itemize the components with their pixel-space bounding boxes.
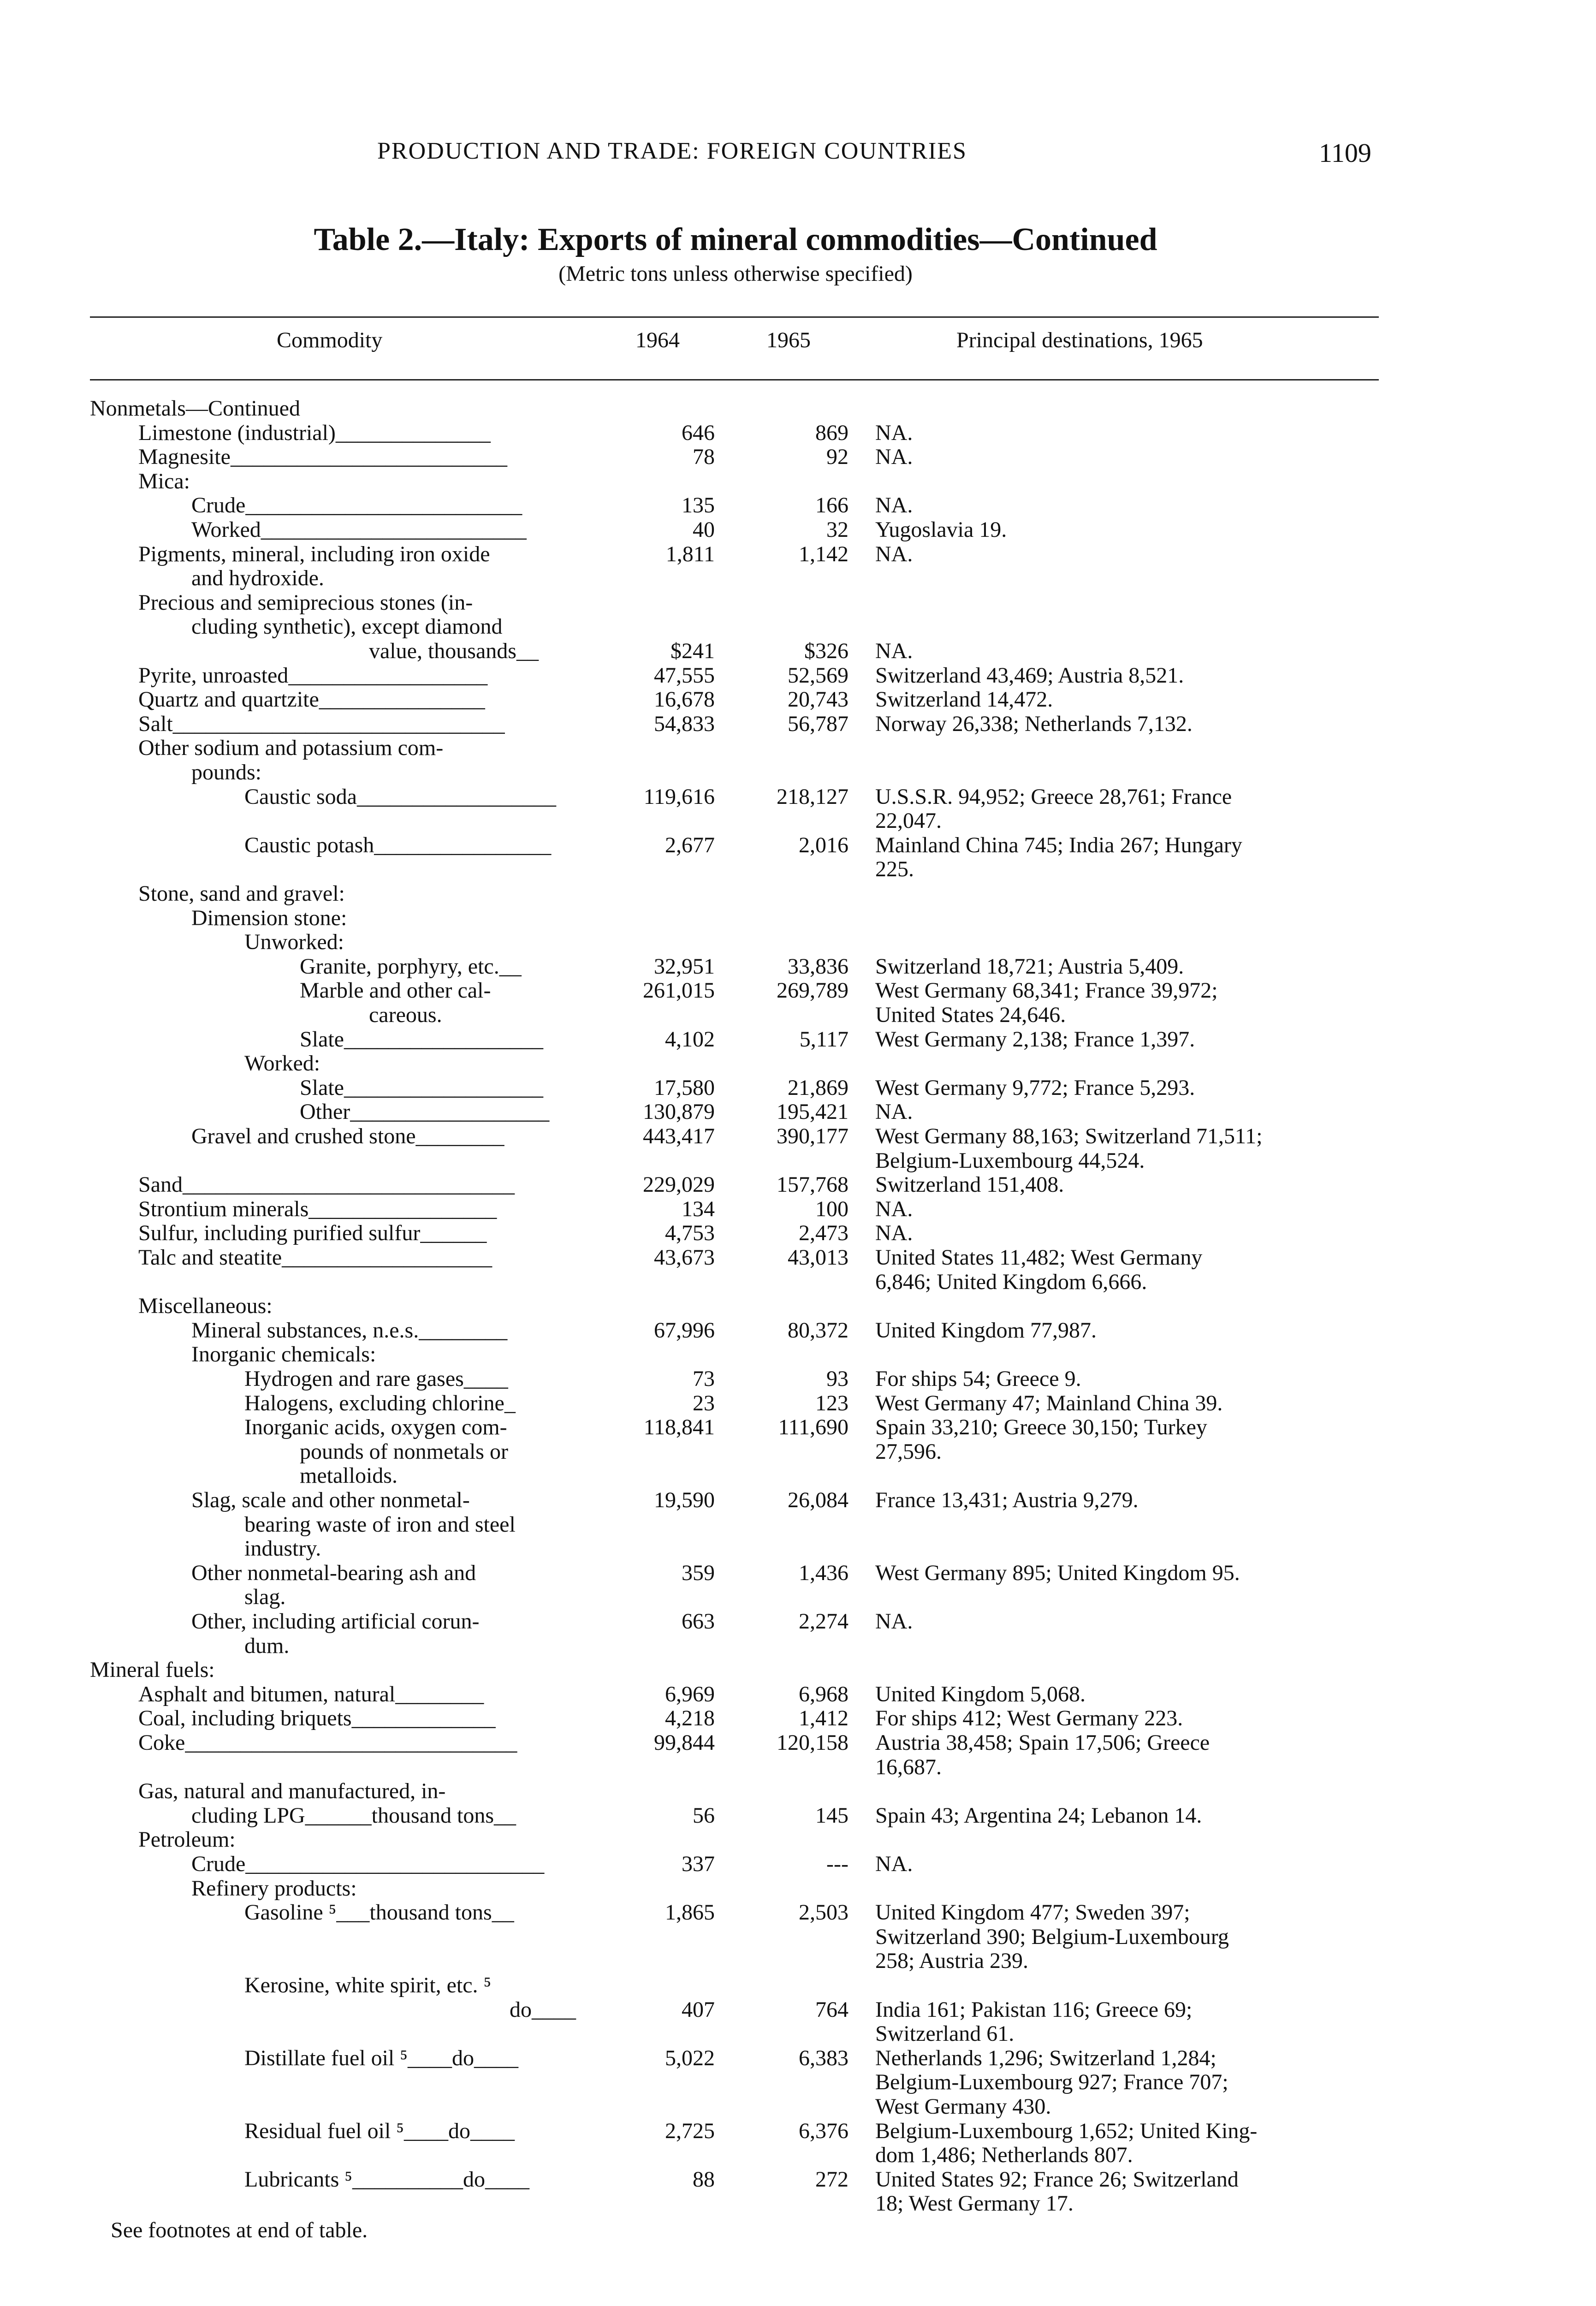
value-1965-cell: 111,690 (778, 1415, 848, 1440)
table-row (0, 785, 1596, 809)
table-row (0, 1221, 1596, 1245)
value-1964-cell: 67,996 (654, 1318, 715, 1343)
table-row (0, 1028, 1596, 1052)
value-1965-cell: 123 (815, 1391, 848, 1415)
table-row (0, 518, 1596, 542)
destination-cell: 22,047. (875, 808, 942, 833)
value-1965-cell: 5,117 (799, 1027, 848, 1052)
value-1964-cell: 261,015 (643, 978, 715, 1003)
table-row (0, 857, 1596, 881)
column-header-1965: 1965 (766, 328, 811, 352)
destination-cell: U.S.S.R. 94,952; Greece 28,761; France (875, 784, 1232, 809)
commodity-cell: and hydroxide. (191, 566, 324, 591)
table-row (0, 1682, 1596, 1706)
destination-cell: dom 1,486; Netherlands 807. (875, 2143, 1133, 2168)
table-row (0, 2095, 1596, 2119)
table-row (0, 1901, 1596, 1925)
commodity-cell: Talc and steatite___________________ (138, 1245, 492, 1270)
column-header-1964: 1964 (635, 328, 680, 352)
table-subtitle: (Metric tons unless otherwise specified) (558, 262, 913, 286)
value-1964-cell: 337 (682, 1852, 715, 1876)
destination-cell: West Germany 895; United Kingdom 95. (875, 1560, 1240, 1585)
destination-cell: 27,596. (875, 1439, 942, 1464)
destination-cell: NA. (875, 1196, 913, 1221)
table-row (0, 1706, 1596, 1730)
footnote: See footnotes at end of table. (111, 2218, 368, 2242)
table-row (0, 2143, 1596, 2167)
destination-cell: Belgium-Luxembourg 44,524. (875, 1148, 1145, 1173)
value-1964-cell: 17,580 (654, 1075, 715, 1100)
value-1964-cell: 1,811 (665, 541, 715, 566)
value-1964-cell: 1,865 (665, 1900, 715, 1925)
table-row (0, 833, 1596, 857)
destination-cell: West Germany 430. (875, 2094, 1051, 2119)
table-row (0, 930, 1596, 954)
destination-cell: Switzerland 18,721; Austria 5,409. (875, 954, 1184, 979)
commodity-cell: Magnesite_________________________ (138, 445, 507, 470)
table-row (0, 493, 1596, 517)
table-row (0, 712, 1596, 736)
table-body (0, 397, 1596, 2241)
table-row (0, 979, 1596, 1003)
commodity-cell: pounds of nonmetals or (300, 1439, 508, 1464)
commodity-cell: Mineral fuels: (90, 1658, 215, 1682)
table-row (0, 1246, 1596, 1270)
table-row (0, 1464, 1596, 1488)
commodity-cell: Other nonmetal-bearing ash and (191, 1560, 476, 1585)
value-1965-cell: 2,016 (799, 832, 848, 857)
commodity-cell: Caustic soda__________________ (244, 784, 556, 809)
destination-cell: United Kingdom 477; Sweden 397; (875, 1900, 1190, 1925)
commodity-cell: Stone, sand and gravel: (138, 881, 345, 906)
table-row (0, 1270, 1596, 1294)
table-row (0, 1488, 1596, 1512)
commodity-cell: Caustic potash________________ (244, 832, 552, 857)
destination-cell: Switzerland 61. (875, 2021, 1015, 2046)
destination-cell: NA. (875, 1100, 913, 1124)
value-1965-cell: 157,768 (777, 1172, 848, 1197)
destination-cell: Belgium-Luxembourg 927; France 707; (875, 2070, 1228, 2095)
value-1964-cell: 135 (682, 493, 715, 518)
commodity-cell: Sulfur, including purified sulfur______ (138, 1221, 487, 1246)
table-row (0, 1877, 1596, 1901)
commodity-cell: Slate__________________ (300, 1027, 543, 1052)
table-row (0, 615, 1596, 639)
value-1965-cell: 32 (826, 517, 848, 542)
destination-cell: 225. (875, 857, 914, 882)
value-1965-cell: 80,372 (788, 1318, 848, 1343)
destination-cell: Switzerland 14,472. (875, 687, 1053, 712)
commodity-cell: Sand______________________________ (138, 1172, 515, 1197)
value-1965-cell: 100 (815, 1196, 848, 1221)
destination-cell: Norway 26,338; Netherlands 7,132. (875, 711, 1193, 736)
value-1964-cell: 663 (682, 1609, 715, 1634)
table-row (0, 445, 1596, 469)
table-row (0, 1561, 1596, 1585)
value-1964-cell: 229,029 (643, 1172, 715, 1197)
value-1965-cell: 43,013 (788, 1245, 848, 1270)
table-row (0, 1585, 1596, 1609)
value-1965-cell: 93 (826, 1367, 848, 1391)
table-row (0, 2168, 1596, 2192)
commodity-cell: Gravel and crushed stone________ (191, 1124, 504, 1148)
value-1965-cell: 1,142 (799, 541, 848, 566)
destination-cell: United Kingdom 77,987. (875, 1318, 1097, 1343)
value-1965-cell: 120,158 (777, 1730, 848, 1755)
destination-cell: West Germany 9,772; France 5,293. (875, 1075, 1195, 1100)
value-1964-cell: 32,951 (654, 954, 715, 979)
destination-cell: Switzerland 390; Belgium-Luxembourg (875, 1924, 1229, 1949)
table-row (0, 1173, 1596, 1197)
table-row (0, 2119, 1596, 2143)
destination-cell: NA. (875, 420, 913, 445)
table-row (0, 1391, 1596, 1415)
commodity-cell: Inorganic acids, oxygen com- (244, 1415, 507, 1440)
commodity-cell: Pyrite, unroasted__________________ (138, 663, 488, 688)
value-1965-cell: 145 (815, 1803, 848, 1828)
destination-cell: NA. (875, 1852, 913, 1876)
destination-cell: United Kingdom 5,068. (875, 1682, 1086, 1706)
value-1965-cell: 6,383 (799, 2045, 848, 2070)
destination-cell: NA. (875, 1609, 913, 1634)
commodity-cell: do____ (510, 1997, 576, 2022)
value-1964-cell: 54,833 (654, 711, 715, 736)
table-row (0, 1124, 1596, 1148)
value-1964-cell: 6,969 (665, 1682, 715, 1706)
value-1964-cell: 23 (693, 1391, 715, 1415)
commodity-cell: Other__________________ (300, 1100, 550, 1124)
value-1964-cell: 99,844 (654, 1730, 715, 1755)
table-row (0, 542, 1596, 566)
table-row (0, 736, 1596, 760)
destination-cell: 6,846; United Kingdom 6,666. (875, 1269, 1147, 1294)
commodity-cell: Miscellaneous: (138, 1294, 273, 1319)
value-1965-cell: 764 (815, 1997, 848, 2022)
value-1964-cell: 43,673 (654, 1245, 715, 1270)
value-1964-cell: 407 (682, 1997, 715, 2022)
value-1965-cell: 6,376 (799, 2118, 848, 2143)
commodity-cell: dum. (244, 1633, 290, 1658)
destination-cell: NA. (875, 493, 913, 518)
value-1965-cell: 2,274 (799, 1609, 848, 1634)
commodity-cell: Salt______________________________ (138, 711, 505, 736)
destination-cell: NA. (875, 639, 913, 663)
destination-cell: Spain 33,210; Greece 30,150; Turkey (875, 1415, 1207, 1440)
rule-top (90, 316, 1379, 318)
commodity-cell: Mica: (138, 469, 190, 493)
value-1964-cell: 19,590 (654, 1488, 715, 1512)
table-row (0, 1731, 1596, 1755)
value-1965-cell: 272 (815, 2167, 848, 2192)
destination-cell: 18; West Germany 17. (875, 2191, 1074, 2216)
table-row (0, 1610, 1596, 1634)
commodity-cell: Precious and semiprecious stones (in- (138, 590, 473, 615)
value-1965-cell: 21,869 (788, 1075, 848, 1100)
value-1965-cell: 869 (815, 420, 848, 445)
destination-cell: Belgium-Luxembourg 1,652; United King- (875, 2118, 1258, 2143)
value-1965-cell: 2,473 (799, 1221, 848, 1246)
commodity-cell: Crude_________________________ (191, 493, 522, 518)
table-row (0, 882, 1596, 906)
commodity-cell: Asphalt and bitumen, natural________ (138, 1682, 484, 1706)
destination-cell: Mainland China 745; India 267; Hungary (875, 832, 1242, 857)
table-row (0, 664, 1596, 688)
commodity-cell: Granite, porphyry, etc.__ (300, 954, 522, 979)
value-1965-cell: 390,177 (777, 1124, 848, 1148)
value-1965-cell: 20,743 (788, 687, 848, 712)
commodity-cell: slag. (244, 1585, 286, 1610)
running-head: PRODUCTION AND TRADE: FOREIGN COUNTRIES (377, 138, 967, 164)
commodity-cell: industry. (244, 1536, 321, 1561)
table-row (0, 2192, 1596, 2216)
table-row (0, 421, 1596, 445)
commodity-cell: Inorganic chemicals: (191, 1342, 376, 1367)
destination-cell: NA. (875, 1221, 913, 1246)
value-1965-cell: 92 (826, 445, 848, 470)
table-row (0, 1634, 1596, 1658)
table-row (0, 1949, 1596, 1973)
commodity-cell: Worked: (244, 1051, 320, 1076)
commodity-cell: Marble and other cal- (300, 978, 491, 1003)
table-row (0, 2046, 1596, 2070)
commodity-cell: metalloids. (300, 1463, 398, 1488)
value-1964-cell: 443,417 (643, 1124, 715, 1148)
destination-cell: For ships 412; West Germany 223. (875, 1706, 1183, 1731)
value-1964-cell: 78 (693, 445, 715, 470)
commodity-cell: Residual fuel oil ⁵____do____ (244, 2118, 515, 2143)
destination-cell: West Germany 88,163; Switzerland 71,511; (875, 1124, 1263, 1148)
value-1965-cell: 33,836 (788, 954, 848, 979)
value-1964-cell: 4,102 (665, 1027, 715, 1052)
table-row (0, 1998, 1596, 2022)
value-1965-cell: 26,084 (788, 1488, 848, 1512)
commodity-cell: Nonmetals—Continued (90, 396, 300, 421)
value-1965-cell: 6,968 (799, 1682, 848, 1706)
table-row (0, 1440, 1596, 1464)
value-1965-cell: 52,569 (788, 663, 848, 688)
value-1964-cell: 646 (682, 420, 715, 445)
commodity-cell: Coke______________________________ (138, 1730, 517, 1755)
value-1965-cell: 195,421 (777, 1100, 848, 1124)
table-row (0, 1343, 1596, 1367)
table-row (0, 955, 1596, 979)
value-1965-cell: 2,503 (799, 1900, 848, 1925)
value-1964-cell: 5,022 (665, 2045, 715, 2070)
table-row (0, 1415, 1596, 1439)
value-1965-cell: --- (826, 1852, 848, 1876)
value-1964-cell: 359 (682, 1560, 715, 1585)
destination-cell: Spain 43; Argentina 24; Lebanon 14. (875, 1803, 1202, 1828)
commodity-cell: Slate__________________ (300, 1075, 543, 1100)
destination-cell: NA. (875, 445, 913, 470)
table-title: Table 2.—Italy: Exports of mineral commodities—Continued (314, 222, 1157, 257)
commodity-cell: Kerosine, white spirit, etc. ⁵ (244, 1973, 492, 1997)
commodity-cell: Crude___________________________ (191, 1852, 545, 1876)
value-1965-cell: 1,412 (799, 1706, 848, 1731)
value-1965-cell: 269,789 (777, 978, 848, 1003)
commodity-cell: cluding synthetic), except diamond (191, 614, 503, 639)
value-1964-cell: 2,677 (665, 832, 715, 857)
destination-cell: West Germany 47; Mainland China 39. (875, 1391, 1223, 1415)
commodity-cell: Unworked: (244, 930, 344, 955)
value-1964-cell: 16,678 (654, 687, 715, 712)
commodity-cell: Refinery products: (191, 1876, 357, 1901)
commodity-cell: Lubricants ⁵__________do____ (244, 2167, 529, 2192)
table-row (0, 591, 1596, 615)
table-row (0, 688, 1596, 712)
value-1964-cell: 4,753 (665, 1221, 715, 1246)
value-1964-cell: 2,725 (665, 2118, 715, 2143)
commodity-cell: Other sodium and potassium com- (138, 736, 444, 761)
commodity-cell: Pigments, mineral, including iron oxide (138, 541, 490, 566)
column-header-destinations: Principal destinations, 1965 (956, 328, 1203, 352)
destination-cell: Austria 38,458; Spain 17,506; Greece (875, 1730, 1210, 1755)
table-row (0, 1076, 1596, 1100)
commodity-cell: careous. (369, 1003, 442, 1027)
destination-cell: United States 11,482; West Germany (875, 1245, 1203, 1270)
commodity-cell: Gas, natural and manufactured, in- (138, 1779, 446, 1804)
table-row (0, 470, 1596, 493)
destination-cell: Switzerland 43,469; Austria 8,521. (875, 663, 1184, 688)
commodity-cell: Hydrogen and rare gases____ (244, 1367, 508, 1391)
destination-cell: 16,687. (875, 1754, 942, 1779)
value-1964-cell: 73 (693, 1367, 715, 1391)
destination-cell: West Germany 68,341; France 39,972; (875, 978, 1218, 1003)
table-row (0, 906, 1596, 930)
value-1964-cell: 4,218 (665, 1706, 715, 1731)
column-header-commodity: Commodity (277, 328, 383, 352)
value-1964-cell: 56 (693, 1803, 715, 1828)
commodity-cell: Slag, scale and other nonmetal- (191, 1488, 470, 1512)
table-row (0, 1319, 1596, 1343)
destination-cell: 258; Austria 239. (875, 1949, 1028, 1973)
commodity-cell: pounds: (191, 760, 262, 785)
commodity-cell: Gasoline ⁵___thousand tons__ (244, 1900, 514, 1925)
destination-cell: Yugoslavia 19. (875, 517, 1007, 542)
destination-cell: Netherlands 1,296; Switzerland 1,284; (875, 2045, 1216, 2070)
value-1965-cell: 56,787 (788, 711, 848, 736)
table-row (0, 1052, 1596, 1076)
commodity-cell: Coal, including briquets_____________ (138, 1706, 496, 1731)
commodity-cell: Other, including artificial corun- (191, 1609, 480, 1634)
table-row (0, 1537, 1596, 1561)
table-row (0, 1003, 1596, 1027)
value-1964-cell: 130,879 (643, 1100, 715, 1124)
table-row (0, 1513, 1596, 1537)
table-row (0, 1658, 1596, 1682)
commodity-cell: Distillate fuel oil ⁵____do____ (244, 2045, 518, 2070)
table-row (0, 1149, 1596, 1173)
destination-cell: For ships 54; Greece 9. (875, 1367, 1081, 1391)
destination-cell: United States 24,646. (875, 1003, 1066, 1027)
commodity-cell: cluding LPG______thousand tons__ (191, 1803, 516, 1828)
commodity-cell: Quartz and quartzite_______________ (138, 687, 485, 712)
table-row (0, 2070, 1596, 2094)
commodity-cell: Mineral substances, n.e.s.________ (191, 1318, 508, 1343)
commodity-cell: bearing waste of iron and steel (244, 1512, 516, 1537)
value-1964-cell: 134 (682, 1196, 715, 1221)
commodity-cell: value, thousands__ (369, 639, 539, 663)
table-row (0, 1294, 1596, 1318)
value-1965-cell: 218,127 (777, 784, 848, 809)
value-1964-cell: 119,616 (643, 784, 715, 809)
value-1965-cell: $326 (804, 639, 848, 663)
destination-cell: United States 92; France 26; Switzerland (875, 2167, 1239, 2192)
table-row (0, 1804, 1596, 1828)
table-row (0, 1779, 1596, 1803)
value-1965-cell: 1,436 (799, 1560, 848, 1585)
value-1964-cell: 47,555 (654, 663, 715, 688)
commodity-cell: Petroleum: (138, 1827, 236, 1852)
table-row (0, 566, 1596, 590)
table-row (0, 1755, 1596, 1779)
table-row (0, 1100, 1596, 1124)
commodity-cell: Worked________________________ (191, 517, 527, 542)
table-row (0, 1197, 1596, 1221)
table-row (0, 1828, 1596, 1852)
value-1964-cell: 40 (693, 517, 715, 542)
value-1964-cell: 88 (693, 2167, 715, 2192)
commodity-cell: Halogens, excluding chlorine_ (244, 1391, 516, 1415)
commodity-cell: Dimension stone: (191, 905, 347, 930)
value-1964-cell: 118,841 (643, 1415, 715, 1440)
value-1965-cell: 166 (815, 493, 848, 518)
destination-cell: West Germany 2,138; France 1,397. (875, 1027, 1195, 1052)
table-row (0, 1925, 1596, 1949)
table-row (0, 1973, 1596, 1997)
commodity-cell: Limestone (industrial)______________ (138, 420, 491, 445)
table-row (0, 639, 1596, 663)
destination-cell: NA. (875, 541, 913, 566)
value-1964-cell: $241 (670, 639, 715, 663)
table-row (0, 397, 1596, 421)
table-row (0, 2022, 1596, 2046)
table-row (0, 761, 1596, 785)
table-row (0, 809, 1596, 833)
page-number: 1109 (1319, 138, 1371, 168)
table-row (0, 1852, 1596, 1876)
rule-header-bottom (90, 379, 1379, 380)
destination-cell: Switzerland 151,408. (875, 1172, 1064, 1197)
commodity-cell: Strontium minerals_________________ (138, 1196, 497, 1221)
destination-cell: France 13,431; Austria 9,279. (875, 1488, 1139, 1512)
table-row (0, 1367, 1596, 1391)
destination-cell: India 161; Pakistan 116; Greece 69; (875, 1997, 1193, 2022)
